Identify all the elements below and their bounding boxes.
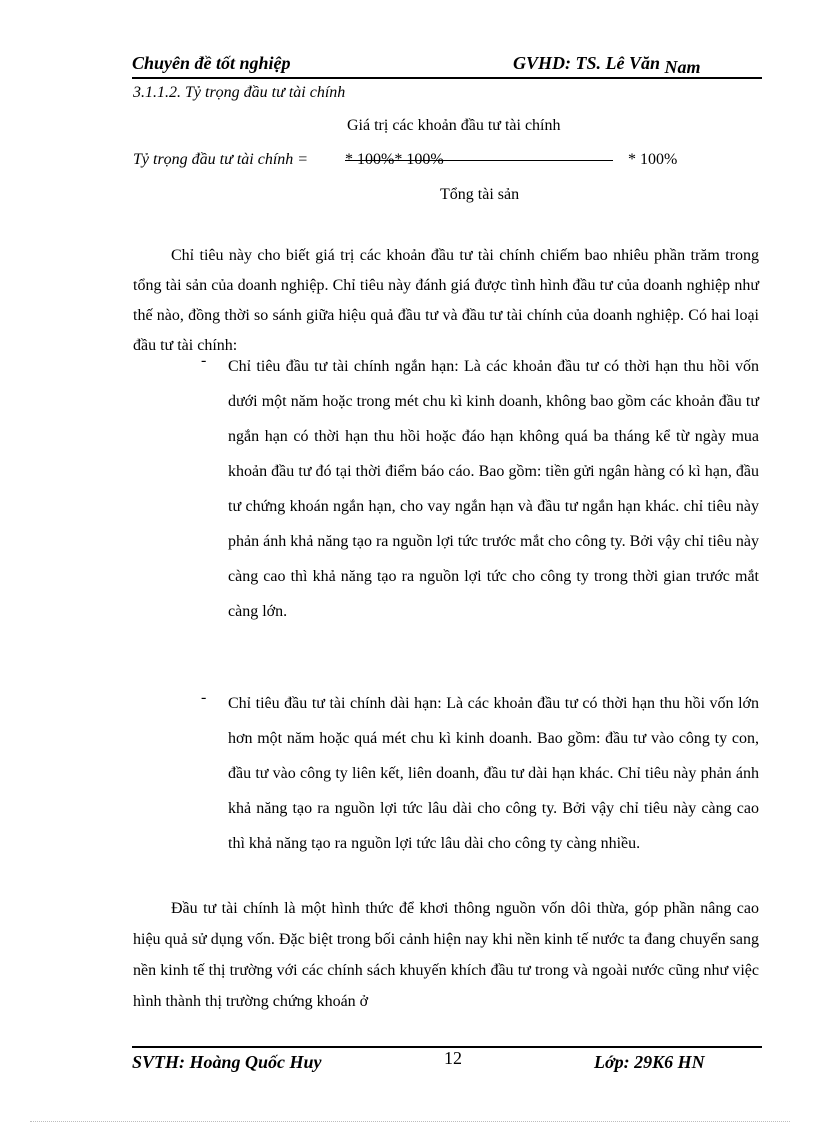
formula-lhs: Tỷ trọng đầu tư tài chính = <box>133 151 309 168</box>
header-supervisor <box>513 53 701 77</box>
bullet-dash-icon: - <box>201 352 207 369</box>
bullet-short-term-investment: Chỉ tiêu đầu tư tài chính ngắn hạn: Là các khoản đầu tư có thời hạn thu hồi vốn dưới một năm hoặc trong mét chu kì kinh doanh, không bao gồm các khoản đầu tư ngắn hạn có thời hạn thu hồi hoặc đáo hạn không quá ba tháng kể từ ngày mua khoản đầu tư đó tại thời điểm báo cáo. Bao gồm: tiền gửi ngân hàng có kì hạn, đầu tư chứng khoán ngắn hạn, cho vay ngắn hạn và đầu tư ngắn hạn khác. chỉ tiêu này phản ánh khả năng tạo ra nguồn lợi tức trước mắt cho công ty. Bởi vậy chỉ tiêu này càng cao thì khả năng tạo ra nguồn lợi tức cho công ty trong thời gian trước mắt càng lớn. <box>228 358 759 620</box>
section-title: 3.1.1.2. Tỷ trọng đầu tư tài chính <box>133 84 346 101</box>
formula-strikethrough-text: * 100%* 100% <box>345 151 444 168</box>
header-supervisor-name: GVHD: TS. Lê Văn <box>513 53 665 73</box>
page-bottom-divider <box>30 1121 790 1122</box>
paragraph-intro: Chỉ tiêu này cho biết giá trị các khoản đầu tư tài chính chiếm bao nhiêu phần trăm trong tổng tài sản của doanh nghiệp. Chỉ tiêu này đánh giá được tình hình đầu tư của doanh nghiệp như thế nào, đồng thời so sánh giữa hiệu quả đầu tư và đầu tư tài chính của doanh nghiệp. Có hai loại đầu tư tài chính: <box>133 247 759 354</box>
footer-student: SVTH: Hoàng Quốc Huy <box>132 1052 322 1072</box>
footer-class: Lớp: 29K6 HN <box>594 1052 705 1072</box>
paragraph-financial-investment: Đầu tư tài chính là một hình thức để khơi thông nguồn vốn dôi thừa, góp phần nâng cao hiệu quả sử dụng vốn. Đặc biệt trong bối cảnh hiện nay khi nền kinh tế nước ta đang chuyển sang nền kinh tế thị trường với các chính sách khuyến khích đầu tư trong và ngoài nước cũng như việc hình thành thị trường chứng khoán ở <box>133 900 759 1010</box>
bullet-dash-icon: - <box>201 689 207 706</box>
bullet-long-term-investment: Chỉ tiêu đầu tư tài chính dài hạn: Là các khoản đầu tư có thời hạn thu hồi vốn lớn hơn một năm hoặc quá mét chu kì kinh doanh. Bao gồm: đầu tư vào công ty con, đầu tư vào công ty liên kết, liên doanh, đầu tư dài hạn khác. Chỉ tiêu này phản ánh khả năng tạo ra nguồn lợi tức lâu dài cho công ty. Bởi vậy chỉ tiêu này càng cao thì khả năng tạo ra nguồn lợi tức lâu dài cho công ty càng nhiều. <box>228 695 759 852</box>
formula-numerator: Giá trị các khoản đầu tư tài chính <box>347 117 561 134</box>
header-rule <box>132 77 762 79</box>
page-number: 12 <box>444 1048 462 1068</box>
formula-denominator: Tổng tài sản <box>440 186 520 203</box>
header-supervisor-surname: Nam <box>664 57 701 77</box>
formula-multiplier: * 100% <box>628 151 678 168</box>
formula-fraction-bar <box>345 160 613 161</box>
header-document-title: Chuyên đề tốt nghiệp <box>132 53 291 73</box>
